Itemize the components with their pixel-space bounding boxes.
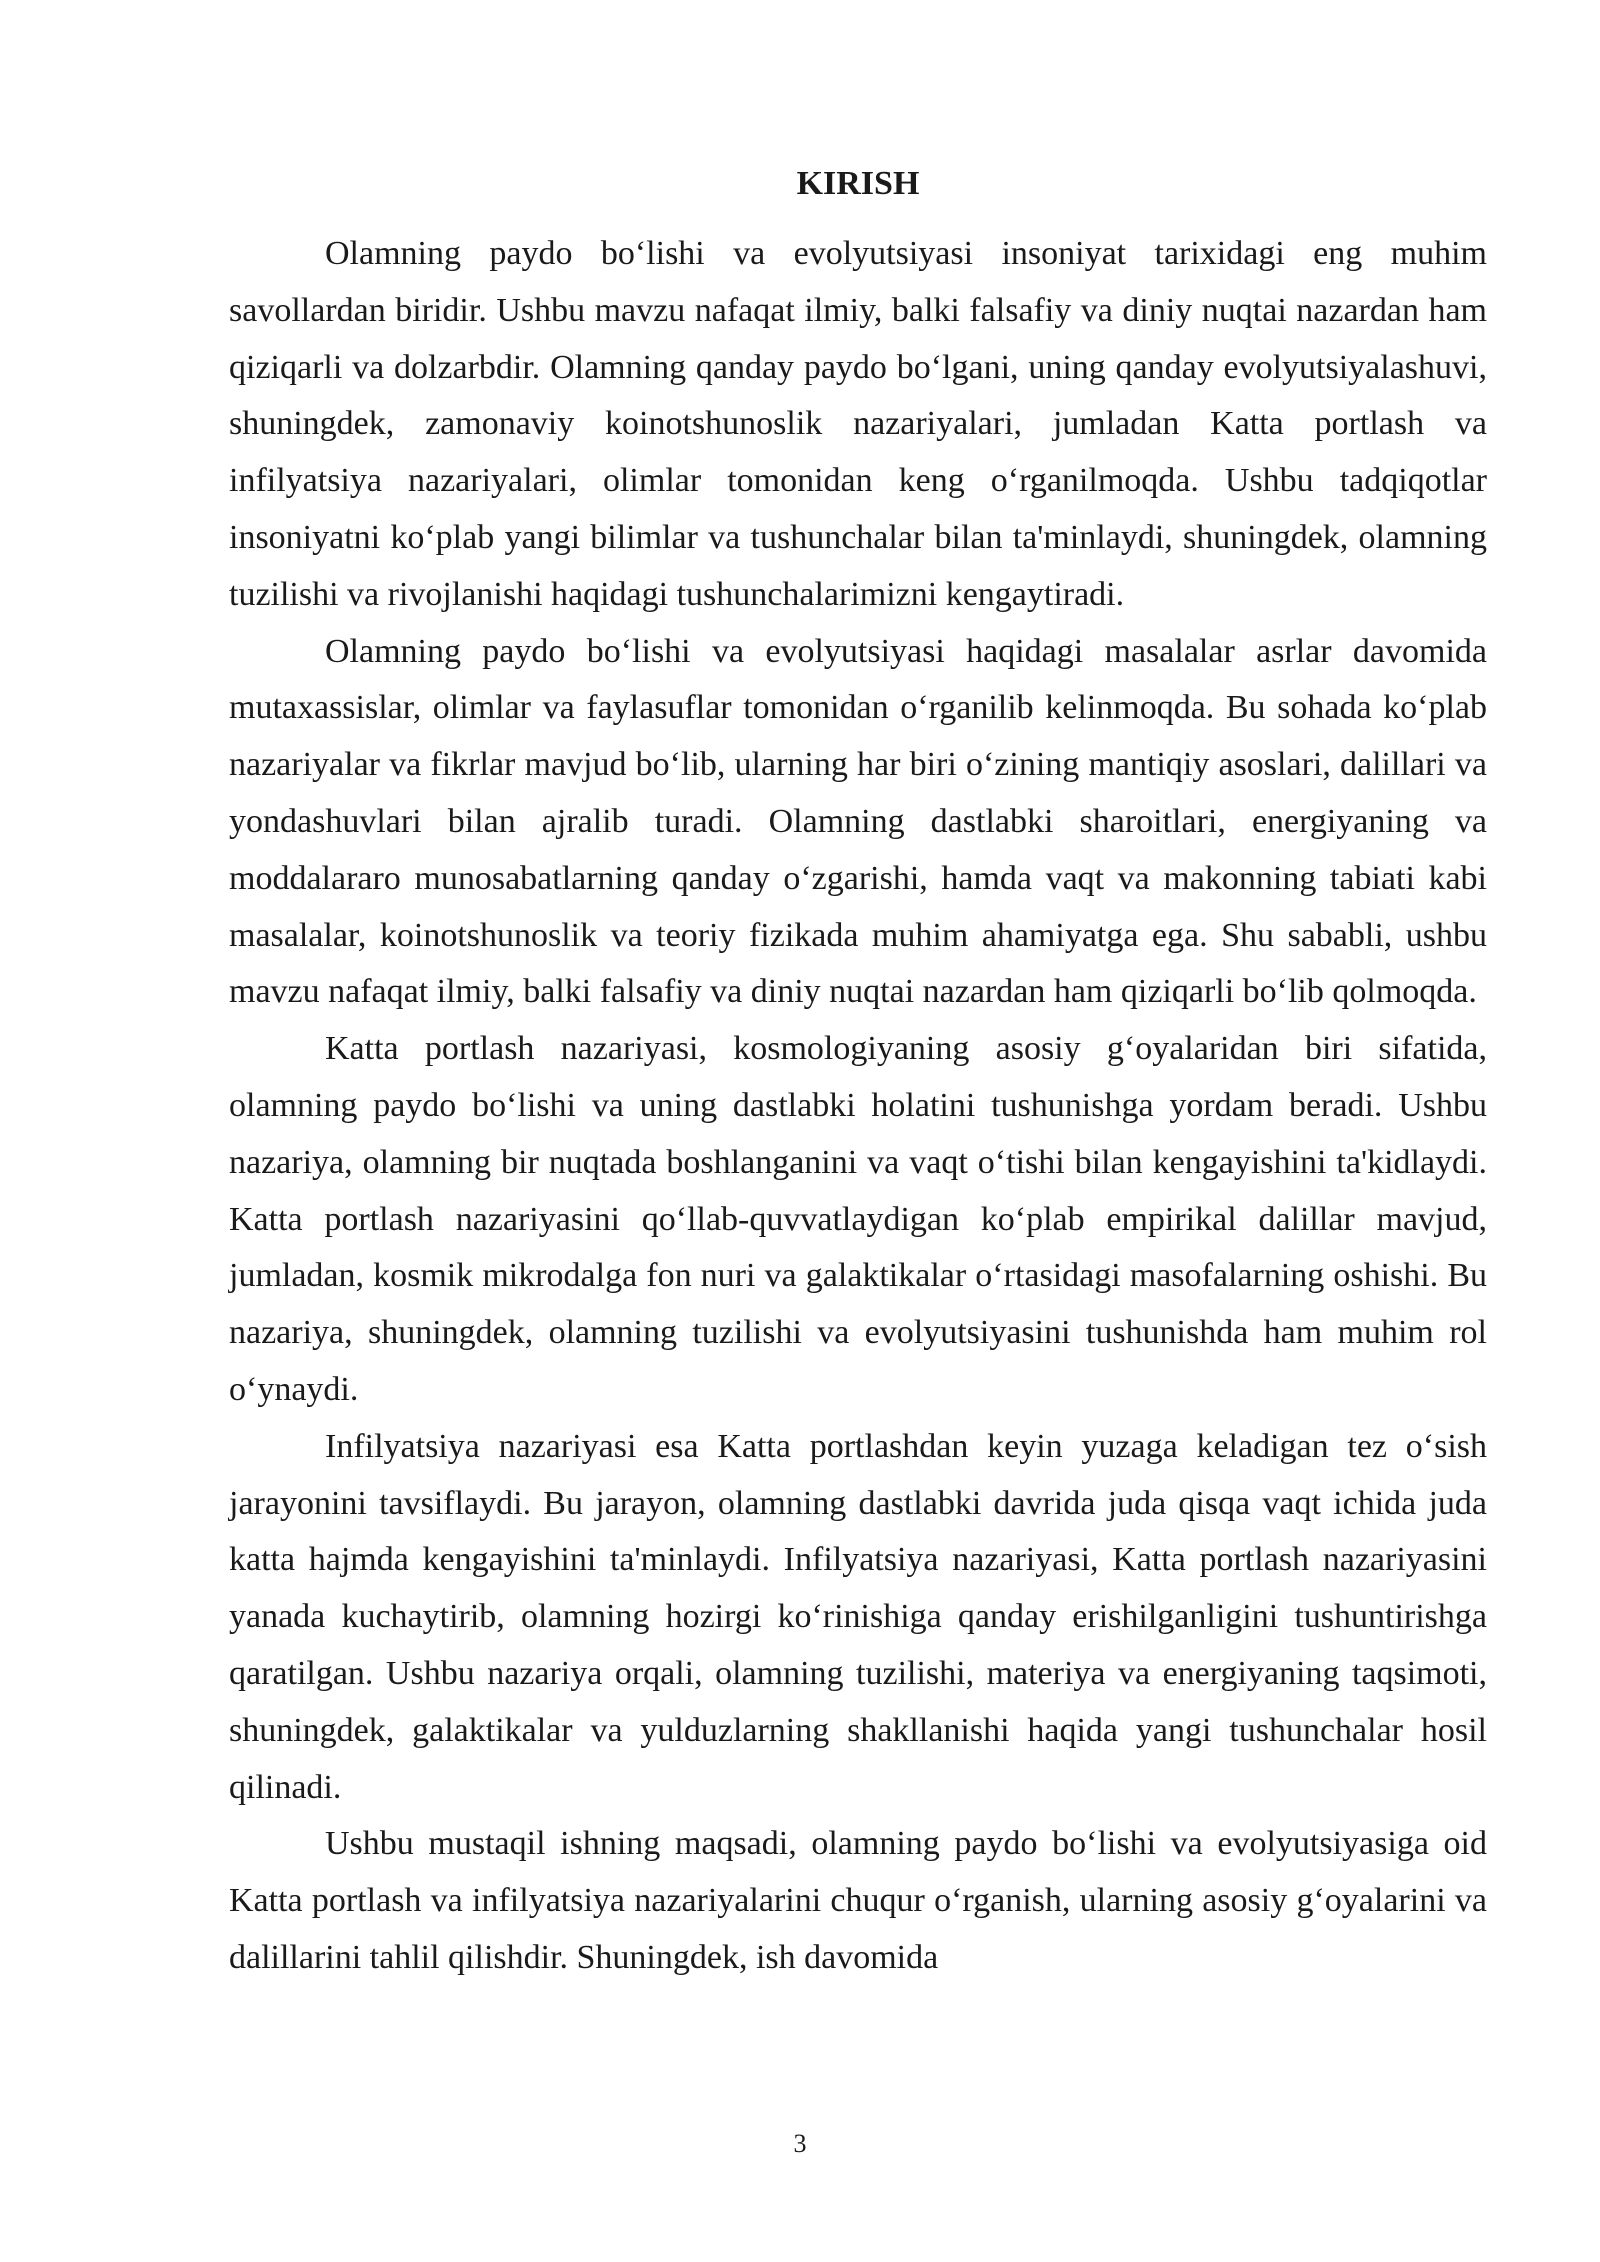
paragraph-1: Olamning paydo bo‘lishi va evolyutsiyasi insoniyat tarixidagi eng muhim savollardan biridir. Ushbu mavzu nafaqat ilmiy, balki falsafiy va diniy nuqtai nazardan ham qiziqarli va dolzarbdir. Olamning qanday paydo bo‘lgani, uning qanday evolyutsiyalashuvi, shuningdek, zamonaviy koinotshunoslik nazariyalari, jumladan Katta portlash va infilyatsiya nazariyalari, olimlar tomonidan keng o‘rganilmoqda. Ushbu tadqiqotlar insoniyatni ko‘plab yangi bilimlar va tushunchalar bilan ta'minlaydi, shuningdek, olamning tuzilishi va rivojlanishi haqidagi tushunchalarimizni kengaytiradi. <box>229 235 1487 613</box>
page-number: 3 <box>793 2129 807 2158</box>
paragraph-3: Katta portlash nazariyasi, kosmologiyaning asosiy g‘oyalaridan biri sifatida, olamning paydo bo‘lishi va uning dastlabki holatini tushunishga yordam beradi. Ushbu nazariya, olamning bir nuqtada boshlanganini va vaqt o‘tishi bilan kengayishini ta'kidlaydi. Katta portlash nazariyasini qo‘llab-quvvatlaydigan ko‘plab empirikal dalillar mavjud, jumladan, kosmik mikrodalga fon nuri va galaktikalar o‘rtasidagi masofalarning oshishi. Bu nazariya, shuningdek, olamning tuzilishi va evolyutsiyasini tushunishda ham muhim rol o‘ynaydi. <box>229 1030 1487 1408</box>
section-heading: KIRISH <box>796 165 920 202</box>
page-content <box>229 160 1487 1987</box>
paragraph-2: Olamning paydo bo‘lishi va evolyutsiyasi haqidagi masalalar asrlar davomida mutaxassislar, olimlar va faylasuflar tomonidan o‘rganilib kelinmoqda. Bu sohada ko‘plab nazariyalar va fikrlar mavjud bo‘lib, ularning har biri o‘zining mantiqiy asoslari, dalillari va yondashuvlari bilan ajralib turadi. Olamning dastlabki sharoitlari, energiyaning va moddalararo munosabatlarning qanday o‘zgarishi, hamda vaqt va makonning tabiati kabi masalalar, koinotshunoslik va teoriy fizikada muhim ahamiyatga ega. Shu sababli, ushbu mavzu nafaqat ilmiy, balki falsafiy va diniy nuqtai nazardan ham qiziqarli bo‘lib qolmoqda. <box>229 632 1487 1011</box>
paragraph-4: Infilyatsiya nazariyasi esa Katta portlashdan keyin yuzaga keladigan tez o‘sish jarayonini tavsiflaydi. Bu jarayon, olamning dastlabki davrida juda qisqa vaqt ichida juda katta hajmda kengayishini ta'minlaydi. Infilyatsiya nazariyasi, Katta portlash nazariyasini yanada kuchaytirib, olamning hozirgi ko‘rinishiga qanday erishilganligini tushuntirishga qaratilgan. Ushbu nazariya orqali, olamning tuzilishi, materiya va energiyaning taqsimoti, shuningdek, galaktikalar va yulduzlarning shakllanishi haqida yangi tushunchalar hosil qilinadi. <box>229 1427 1487 1806</box>
paragraph-5: Ushbu mustaqil ishning maqsadi, olamning paydo bo‘lishi va evolyutsiyasiga oid Katta portlash va infilyatsiya nazariyalarini chuqur o‘rganish, ularning asosiy g‘oyalarini va dalillarini tahlil qilishdir. Shuningdek, ish davomida <box>229 1825 1487 1976</box>
